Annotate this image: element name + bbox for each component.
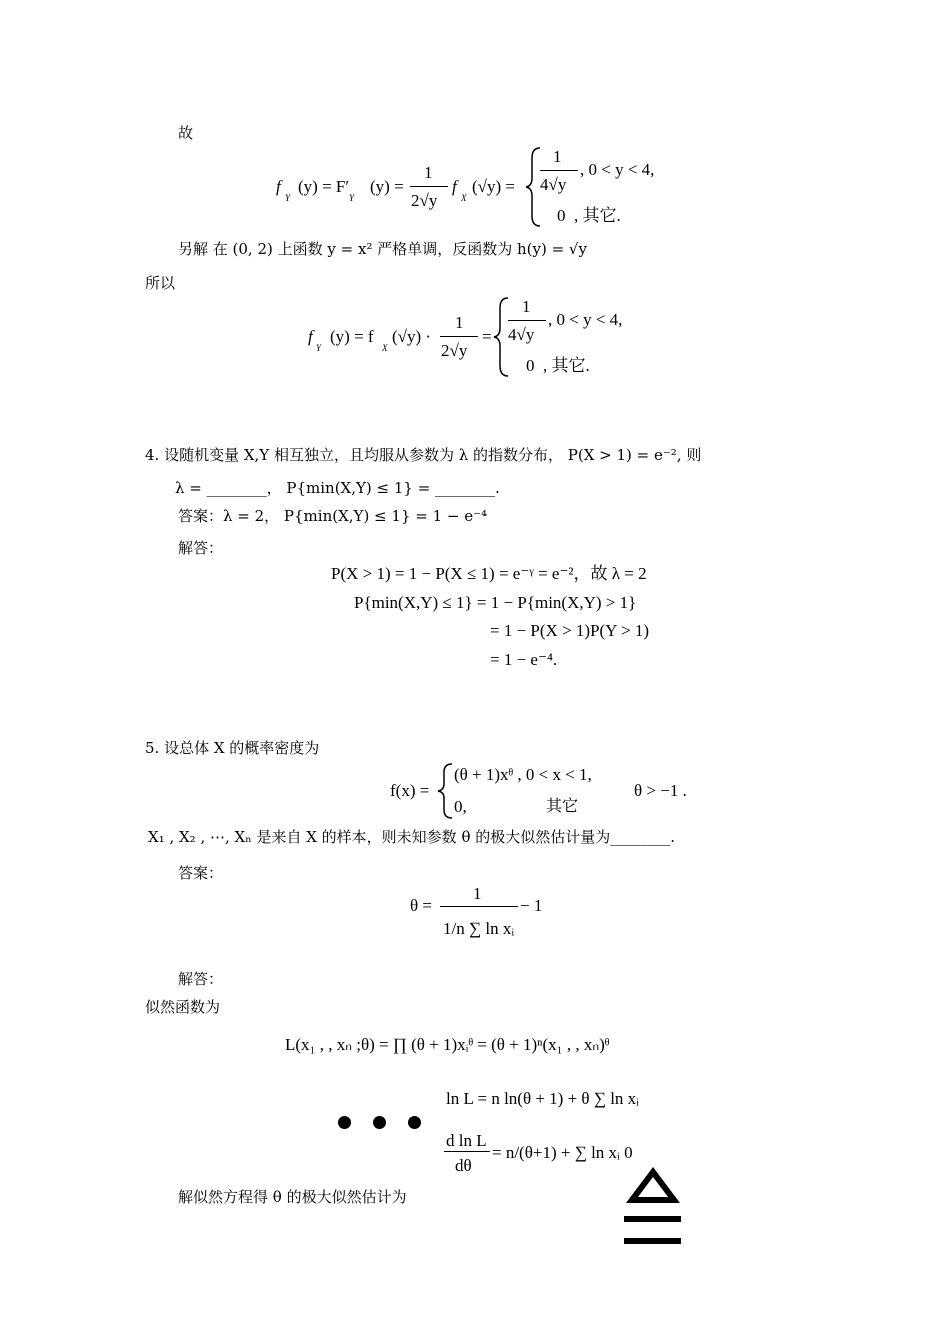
question-4-jieda: 解答： (178, 539, 224, 557)
formula-likelihood: L(x₁ , , xₙ ;θ) = ∏ (θ + 1)xᵢᶿ = (θ + 1)ⁿ(x₁ , , xₙ)ᶿ (285, 1035, 610, 1054)
question-5-sample: X₁ , X₂ , ⋯, Xₙ 是来自 X 的样本，则未知参数 θ 的极大似然估计量为________. (148, 828, 676, 846)
question-4-blanks: λ = ________， P{min(X,Y) ≤ 1} = ________. (175, 479, 500, 497)
q4-step-4: = 1 − e⁻⁴. (490, 650, 558, 669)
text-solve-likelihood: 解似然方程得 θ 的极大似然估计为 (178, 1188, 407, 1206)
q4-step-2: P{min(X,Y) ≤ 1} = 1 − P{min(X,Y) > 1} (354, 593, 637, 612)
question-5-text: 5. 设总体 X 的概率密度为 (145, 739, 320, 757)
q4-step-1: P(X > 1) = 1 − P(X ≤ 1) = e⁻ᵞ = e⁻²，故 λ = 2 (331, 564, 647, 583)
text-gu: 故 (178, 124, 194, 142)
question-4-answer: 答案：λ = 2， P{min(X,Y) ≤ 1} = 1 − e⁻⁴ (178, 507, 488, 525)
text-suoyi: 所以 (145, 274, 176, 292)
text-alternative-solution: 另解 在 (0, 2) 上函数 y = x² 严格单调，反函数为 h(y) = √y (178, 240, 587, 258)
question-5-answer: 答案： (178, 864, 224, 882)
question-5-jieda: 解答： (178, 970, 224, 988)
question-4-text: 4. 设随机变量 X,Y 相互独立，且均服从参数为 λ 的指数分布， P(X > 1) = e⁻², 则 (145, 446, 702, 464)
q4-step-3: = 1 − P(X > 1)P(Y > 1) (490, 621, 650, 640)
text-likelihood: 似然函数为 (145, 998, 221, 1016)
formula-log-likelihood: ln L = n ln(θ + 1) + θ ∑ ln xᵢ (446, 1089, 639, 1108)
